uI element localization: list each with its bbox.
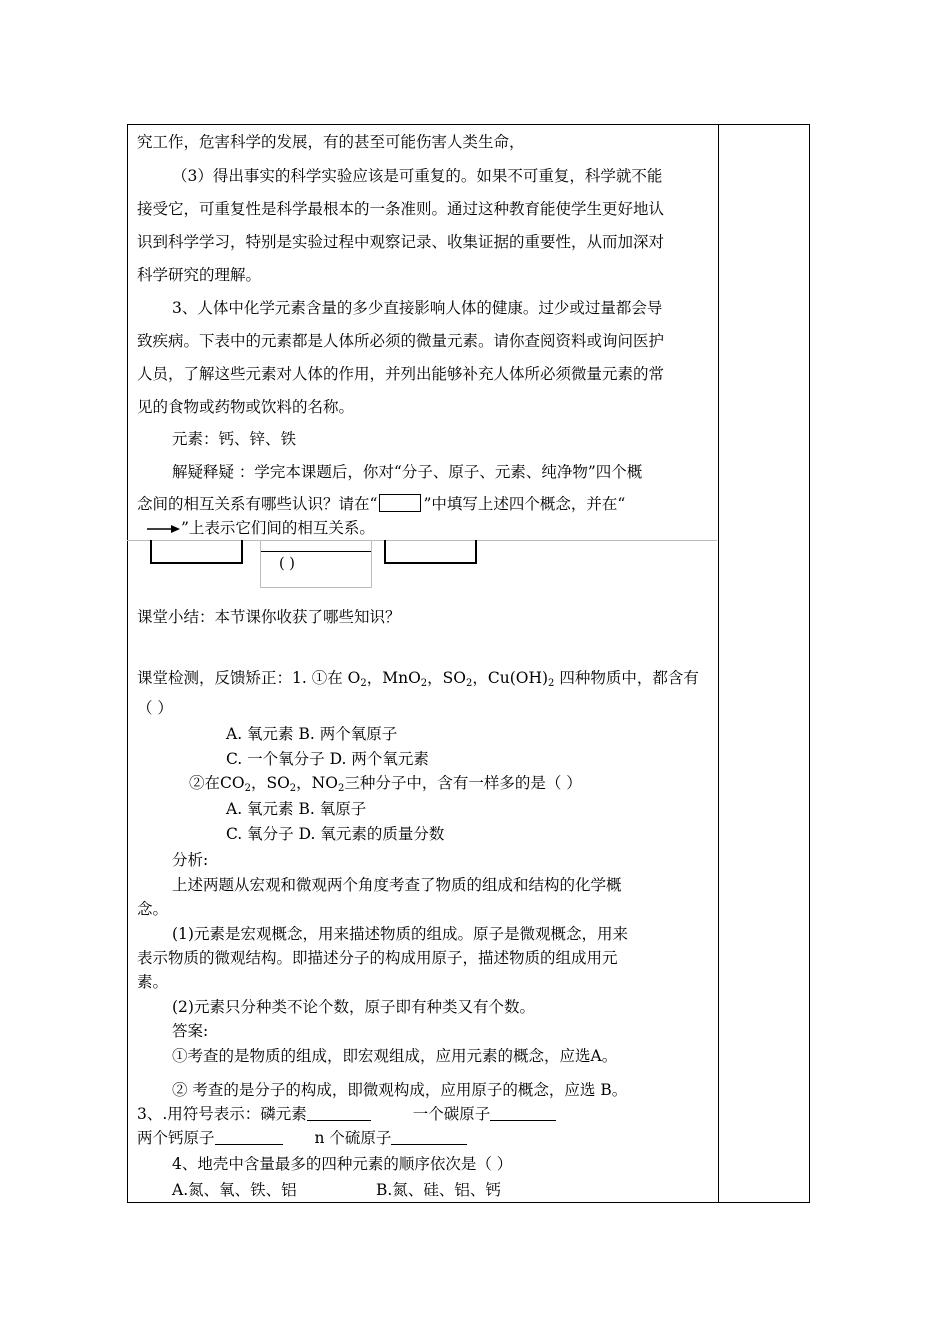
q4-option-b: B.氮、硅、铝、钙: [376, 1181, 501, 1199]
para1-line4: 识到科学学习，特别是实验过程中观察记录、收集证据的重要性，从而加深对: [137, 233, 665, 251]
q3-blank-phosphorus[interactable]: [307, 1104, 371, 1121]
answer-1: ①考查的是物质的组成，即宏观组成，应用元素的概念，应选A。: [172, 1047, 618, 1065]
q2-text-a: ②在CO: [189, 774, 245, 792]
analysis-line5: 素。: [137, 973, 169, 991]
test-q2-stem: [189, 773, 582, 793]
q2-sub-2: 2: [289, 783, 297, 794]
q2-sub-3: 2: [337, 783, 345, 794]
doubt-line3-text: ”上表示它们间的相互关系。: [181, 519, 375, 537]
diagram-box-right-side: [475, 540, 477, 564]
diagram-box-right-left-side: [384, 540, 386, 564]
q3-blank-calcium[interactable]: [215, 1128, 283, 1145]
q3-blank-sulfur[interactable]: [391, 1128, 467, 1145]
doubt-line2: [137, 494, 625, 514]
arrow-right-icon: [145, 523, 181, 535]
diagram-box-left-side: [150, 540, 152, 564]
q3-line1: [137, 1104, 556, 1124]
q4-stem: 4、地壳中含量最多的四种元素的顺序依次是（ ）: [172, 1155, 513, 1173]
doubt-line1: 解疑释疑 ：学完本课题后，你对“分子、原子、元素、纯净物”四个概: [172, 463, 643, 481]
test-q1-options-cd: C. 一个氧分子 D. 两个氧元素: [226, 750, 429, 768]
q3-phosphorus-label: 3、.用符号表示：磷元素: [137, 1105, 307, 1123]
analysis-line4: 表示物质的微观结构。即描述分子的构成用原子，描述物质的组成用元: [137, 949, 618, 967]
q2-text-c: ，NO: [296, 774, 338, 792]
diagram-middle-box-bottom: [260, 587, 372, 588]
q1-text-c: ，SO: [427, 669, 466, 687]
q3-calcium-label: 两个钙原子: [137, 1129, 215, 1147]
doubt-line2-part-a: 念间的相互关系有哪些认识？请在“: [137, 495, 378, 513]
analysis-line6: (2)元素只分种类不论个数，原子即有种类又有个数。: [172, 998, 535, 1016]
para1-line1: 究工作，危害科学的发展，有的甚至可能伤害人类生命，: [137, 133, 525, 151]
q3-blank-carbon[interactable]: [490, 1104, 556, 1121]
para2-line3: 人员，了解这些元素对人体的作用，并列出能够补充人体所必须微量元素的常: [137, 365, 665, 383]
q1-text-e: 四种物质中，都含有: [554, 669, 699, 687]
para2-line1: 3、人体中化学元素含量的多少直接影响人体的健康。过少或过量都会导: [172, 299, 663, 317]
doubt-line2-part-b: ”中填写上述四个概念，并在“: [423, 495, 626, 513]
test-q2-options-ab: A. 氧元素 B. 氧原子: [226, 800, 367, 818]
class-summary: 课堂小结：本节课你收获了哪些知识？: [137, 608, 401, 626]
q1-text-d: ，Cu(OH): [472, 669, 549, 687]
doubt-line3: [145, 518, 375, 538]
elements-line: 元素：钙、锌、铁: [172, 430, 297, 448]
lesson-table-frame: [127, 124, 810, 1203]
para1-line2: （3）得出事实的科学实验应该是可重复的。如果不可重复，科学就不能: [172, 167, 663, 185]
analysis-line1: 上述两题从宏观和微观两个角度考查了物质的组成和结构的化学概: [172, 876, 622, 894]
q1-sub-2: 2: [420, 678, 428, 689]
analysis-line2: 念。: [137, 900, 169, 918]
diagram-clip-edge: [127, 540, 717, 541]
q3-line2: [137, 1128, 467, 1148]
diagram-box-right-bottom: [384, 562, 476, 564]
diagram-box-left-right-side: [241, 540, 243, 564]
diagram-middle-box-left: [260, 540, 261, 588]
diagram-paren-label: ( ): [279, 556, 295, 572]
q1-sub-3: 2: [466, 678, 473, 689]
analysis-line3: (1)元素是宏观概念，用来描述物质的组成。原子是微观概念，用来: [172, 925, 628, 943]
concept-box-icon: [379, 494, 421, 512]
answer-title: 答案:: [172, 1022, 209, 1040]
q3-carbon-label: 一个碳原子: [412, 1105, 491, 1123]
table-column-divider: [718, 124, 719, 1203]
q1-text-b: ，MnO: [366, 669, 421, 687]
analysis-title: 分析:: [172, 851, 209, 869]
test-q1-stem: [137, 668, 699, 688]
para1-line3: 接受它，可重复性是科学最根本的一条准则。通过这种教育能使学生更好地认: [137, 200, 665, 218]
q2-text-b: ，SO: [250, 774, 290, 792]
q1-sub-1: 2: [360, 678, 367, 689]
test-q2-options-cd: C. 氧分子 D. 氧元素的质量分数: [226, 825, 445, 843]
q2-sub-1: 2: [244, 783, 251, 794]
para2-line4: 见的食物或药物或饮料的名称。: [137, 398, 355, 416]
q3-sulfur-label: n 个硫原子: [314, 1129, 392, 1147]
q1-sub-4: 2: [548, 678, 555, 689]
q4-option-a: A.氮、氧、铁、铝: [172, 1181, 297, 1199]
test-q1-paren: （ ）: [137, 699, 173, 717]
diagram-middle-box-right: [371, 540, 372, 588]
diagram-arrow-line: [260, 551, 372, 552]
q1-text-a: 课堂检测，反馈矫正：1. ①在 O: [137, 669, 361, 687]
diagram-box-left-bottom: [150, 562, 242, 564]
test-q1-options-ab: A. 氧元素 B. 两个氧原子: [226, 725, 398, 743]
para1-line5: 科学研究的理解。: [137, 266, 262, 284]
answer-2: ② 考查的是分子的构成，即微观构成，应用原子的概念，应选 B。: [172, 1081, 628, 1099]
para2-line2: 致疾病。下表中的元素都是人体所必须的微量元素。请你查阅资料或询问医护: [137, 332, 665, 350]
q2-text-d: 三种分子中，含有一样多的是（ ）: [344, 774, 582, 792]
